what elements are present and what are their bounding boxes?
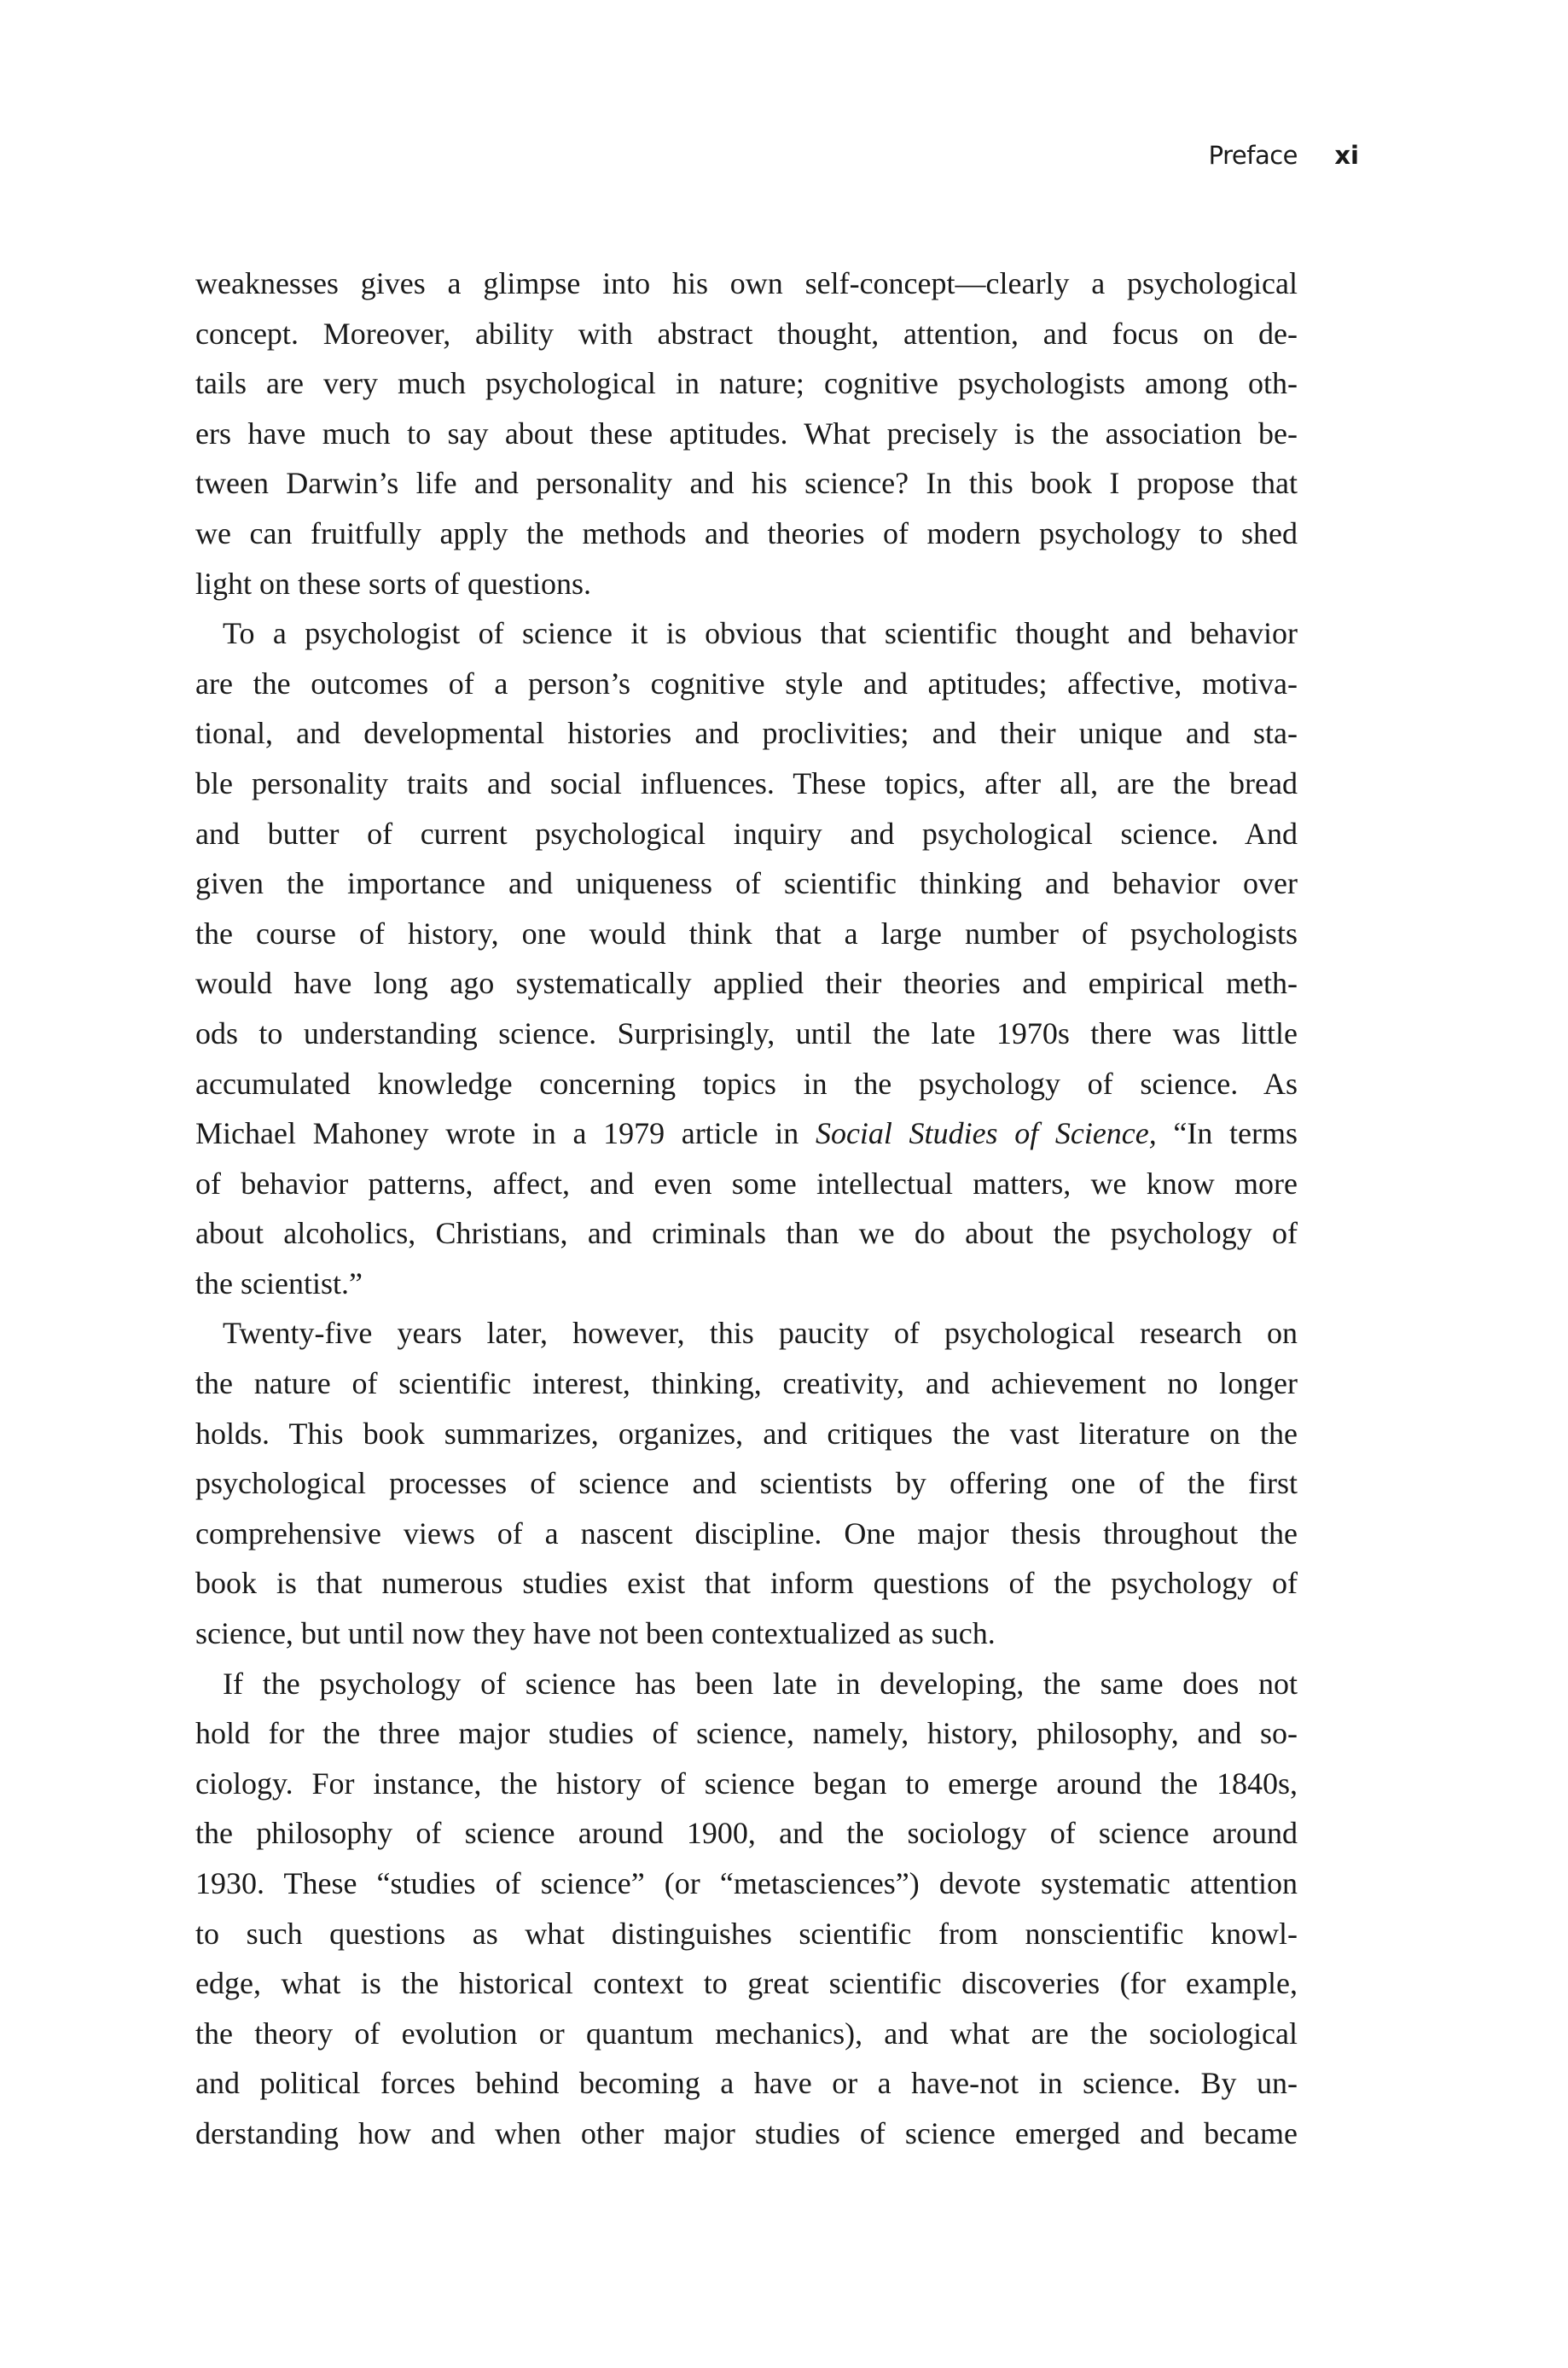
text-line: the theory of evolution or quantum mechanics), and what are the sociological bbox=[195, 2016, 1298, 2051]
text-line: holds. This book summarizes, organizes, and critiques the vast literature on the bbox=[195, 1416, 1298, 1451]
text-line: and butter of current psychological inquiry and psychological science. And bbox=[195, 816, 1298, 851]
text-line: the course of history, one would think that a large number of psychologists bbox=[195, 916, 1298, 951]
text-line: are the outcomes of a person’s cognitive style and aptitudes; affective, motiva- bbox=[195, 666, 1298, 701]
text-line: book is that numerous studies exist that inform questions of the psychology of bbox=[195, 1566, 1298, 1601]
text-line: given the importance and uniqueness of scientific thinking and behavior over bbox=[195, 866, 1298, 901]
text-line: tween Darwin’s life and personality and his science? In this book I propose that bbox=[195, 466, 1298, 501]
text-line: 1930. These “studies of science” (or “metasciences”) devote systematic attention bbox=[195, 1866, 1298, 1900]
text-line: concept. Moreover, ability with abstract thought, attention, and focus on de- bbox=[195, 316, 1298, 351]
text-line: Twenty-five years later, however, this paucity of psychological research on bbox=[223, 1316, 1298, 1351]
text-line: and political forces behind becoming a have or a have-not in science. By un- bbox=[195, 2066, 1298, 2101]
text-line: tails are very much psychological in nature; cognitive psychologists among oth- bbox=[195, 366, 1298, 401]
running-header bbox=[1024, 137, 1359, 174]
text-line: ers have much to say about these aptitudes. What precisely is the association be- bbox=[195, 416, 1298, 451]
text-line bbox=[195, 1108, 1298, 1159]
text-line: weaknesses gives a glimpse into his own self-concept—clearly a psychological bbox=[195, 266, 1298, 300]
body-text bbox=[195, 259, 1298, 2159]
text-line: of behavior patterns, affect, and even some intellectual matters, we know more bbox=[195, 1166, 1298, 1201]
text-line: to such questions as what distinguishes scientific from nonscientific knowl- bbox=[195, 1916, 1298, 1951]
text-line: tional, and developmental histories and proclivities; and their unique and sta- bbox=[195, 716, 1298, 751]
text-line: light on these sorts of questions. bbox=[195, 566, 591, 601]
paragraph bbox=[195, 1308, 1298, 1658]
page-number: xi bbox=[1334, 141, 1359, 170]
running-header-section: Preface bbox=[1208, 141, 1298, 170]
text-line: the philosophy of science around 1900, and the sociology of science around bbox=[195, 1816, 1298, 1851]
text-line: edge, what is the historical context to great scientific discoveries (for example, bbox=[195, 1966, 1298, 2001]
text-line: science, but until now they have not been contextualized as such. bbox=[195, 1616, 996, 1651]
paragraph bbox=[195, 259, 1298, 608]
text-line: the scientist.” bbox=[195, 1265, 363, 1300]
text-segment: Michael Mahoney wrote in a 1979 article in bbox=[195, 1116, 816, 1151]
text-line: derstanding how and when other major studies of science emerged and became bbox=[195, 2115, 1298, 2150]
text-line: accumulated knowledge concerning topics in the psychology of science. As bbox=[195, 1066, 1298, 1101]
text-line: To a psychologist of science it is obvious that scientific thought and behavior bbox=[223, 616, 1298, 651]
italic-title: Social Studies of Science, bbox=[815, 1116, 1157, 1151]
paragraph bbox=[195, 1659, 1298, 2159]
text-line: ciology. For instance, the history of science began to emerge around the 1840s, bbox=[195, 1766, 1298, 1801]
paragraph bbox=[195, 608, 1298, 1308]
text-line: we can fruitfully apply the methods and theories of modern psychology to shed bbox=[195, 515, 1298, 550]
text-line: hold for the three major studies of science, namely, history, philosophy, and so- bbox=[195, 1716, 1298, 1751]
text-line: would have long ago systematically applied their theories and empirical meth- bbox=[195, 966, 1298, 1001]
text-line: psychological processes of science and scientists by offering one of the first bbox=[195, 1466, 1298, 1501]
text-segment: “In terms bbox=[1156, 1116, 1298, 1151]
text-line: ods to understanding science. Surprisingly, until the late 1970s there was little bbox=[195, 1015, 1298, 1050]
text-line: comprehensive views of a nascent discipline. One major thesis throughout the bbox=[195, 1516, 1298, 1551]
text-line: If the psychology of science has been late in developing, the same does not bbox=[223, 1666, 1298, 1701]
text-line: ble personality traits and social influences. These topics, after all, are the bread bbox=[195, 765, 1298, 800]
text-line: the nature of scientific interest, thinking, creativity, and achievement no longer bbox=[195, 1366, 1298, 1401]
text-line: about alcoholics, Christians, and criminals than we do about the psychology of bbox=[195, 1216, 1298, 1251]
